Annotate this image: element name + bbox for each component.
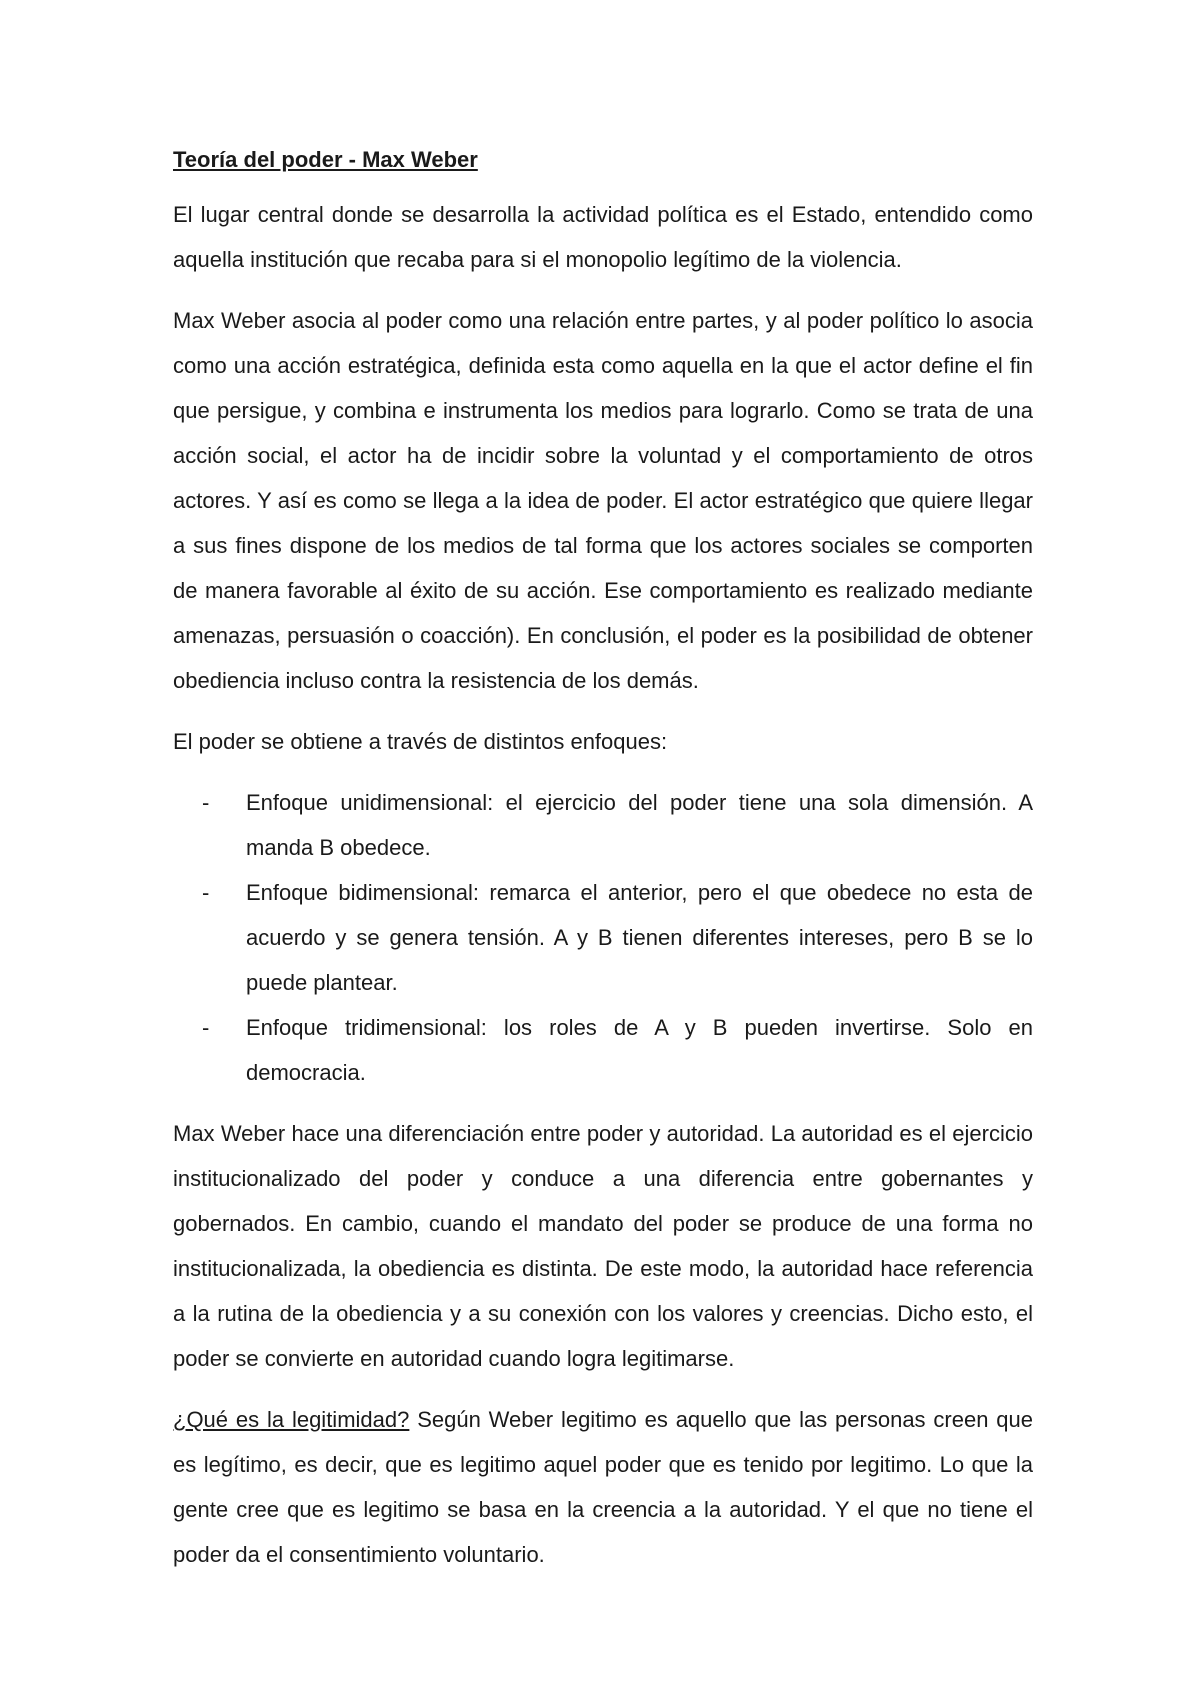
list-item-text: Enfoque bidimensional: remarca el anterior, pero el que obedece no esta de acuerdo y se genera tensión. A y B tienen diferentes intereses, pero B se lo puede plantear. <box>246 880 1033 995</box>
list-item <box>202 870 1033 1005</box>
list-item <box>202 780 1033 870</box>
document-page <box>173 140 1033 1593</box>
bullet-dash: - <box>202 1015 210 1040</box>
approaches-list <box>173 780 1033 1095</box>
list-item-text: Enfoque tridimensional: los roles de A y B pueden invertirse. Solo en democracia. <box>246 1015 1033 1085</box>
paragraph-authority: Max Weber hace una diferenciación entre poder y autoridad. La autoridad es el ejercicio institucionalizado del poder y conduce a una diferencia entre gobernantes y gobernados. En cambio, cuando el mandato del poder se produce de una forma no institucionalizada, la obediencia es distinta. De este modo, la autoridad hace referencia a la rutina de la obediencia y a su conexión con los valores y creencias. Dicho esto, el poder se convierte en autoridad cuando logra legitimarse. <box>173 1121 1033 1371</box>
legitimacy-text: Según Weber legitimo es aquello que las personas creen que es legítimo, es decir, que es legitimo aquel poder que es tenido por legitimo. Lo que la gente cree que es legitimo se basa en la creencia a la autoridad. Y el que no tiene el poder da el consentimiento voluntario. <box>173 1407 1034 1567</box>
list-item <box>202 1005 1033 1095</box>
bullet-dash: - <box>202 790 210 815</box>
list-item-text: Enfoque unidimensional: el ejercicio del poder tiene una sola dimensión. A manda B obedece. <box>246 790 1033 860</box>
legitimacy-question: ¿Qué es la legitimidad? <box>173 1407 410 1432</box>
bullet-dash: - <box>202 880 210 905</box>
paragraph-state: El lugar central donde se desarrolla la actividad política es el Estado, entendido como aquella institución que recaba para si el monopolio legítimo de la violencia. <box>173 202 1033 272</box>
paragraph-power: Max Weber asocia al poder como una relación entre partes, y al poder político lo asocia como una acción estratégica, definida esta como aquella en la que el actor define el fin que persigue, y combina e instrumenta los medios para lograrlo. Como se trata de una acción social, el actor ha de incidir sobre la voluntad y el comportamiento de otros actores. Y así es como se llega a la idea de poder. El actor estratégico que quiere llegar a sus fines dispone de los medios de tal forma que los actores sociales se comporten de manera favorable al éxito de su acción. Ese comportamiento es realizado mediante amenazas, persuasión o coacción). En conclusión, el poder es la posibilidad de obtener obediencia incluso contra la resistencia de los demás. <box>173 308 1033 693</box>
document-title: Teoría del poder - Max Weber <box>173 147 478 172</box>
paragraph-approaches-intro: El poder se obtiene a través de distintos enfoques: <box>173 729 668 754</box>
paragraph-legitimacy <box>173 1397 1033 1577</box>
